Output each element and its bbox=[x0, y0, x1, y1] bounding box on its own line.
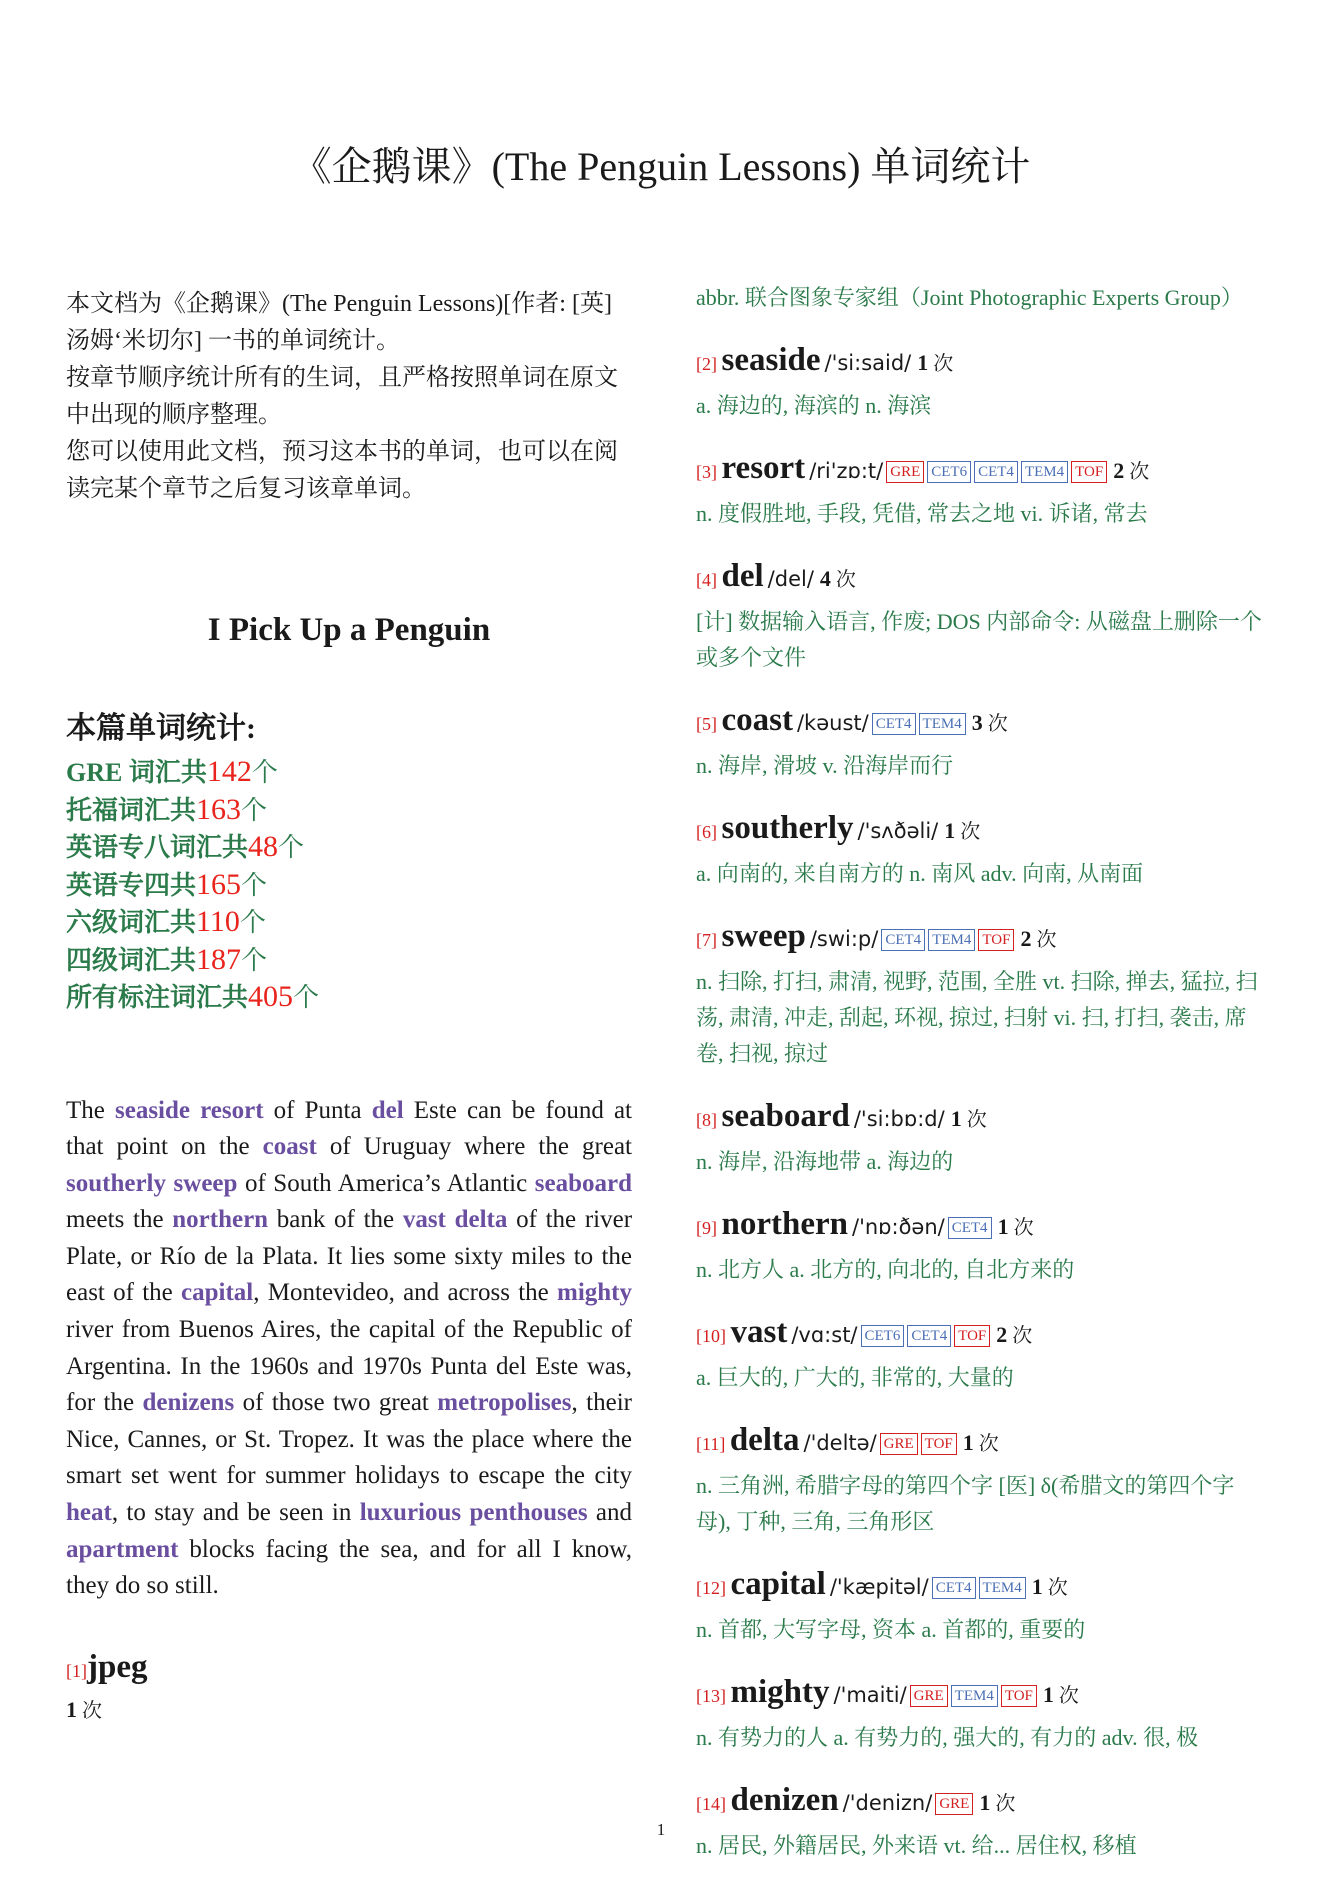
entry-header bbox=[696, 1094, 1264, 1144]
exam-tag: TOF bbox=[1071, 461, 1107, 483]
highlighted-word: seaside bbox=[115, 1096, 190, 1124]
entry-count bbox=[1042, 1682, 1079, 1707]
entry-rank: [12] bbox=[696, 1578, 731, 1598]
word-entry bbox=[696, 914, 1264, 1072]
entry-word: mighty bbox=[730, 1674, 830, 1710]
entry-phonetic: /'nɒ:ðən/ bbox=[852, 1215, 945, 1239]
intro-line-2: 按章节顺序统计所有的生词，且严格按照单词在原文中出现的顺序整理。 bbox=[66, 365, 618, 428]
entry-count-unit: 次 bbox=[978, 1433, 999, 1455]
entry-count-unit: 次 bbox=[960, 821, 981, 843]
entry-rank: [13] bbox=[696, 1686, 731, 1706]
entry-definition: n. 度假胜地, 手段, 凭借, 常去之地 vi. 诉诸, 常去 bbox=[696, 501, 1148, 526]
word-entry bbox=[696, 554, 1264, 676]
stat-label: GRE 词汇共 bbox=[66, 758, 207, 787]
entry-definition: n. 居民, 外籍居民, 外来语 vt. 给... 居住权, 移植 bbox=[696, 1833, 1137, 1858]
exam-tag: GRE bbox=[910, 1685, 948, 1707]
exam-tag: CET4 bbox=[881, 929, 925, 951]
intro-line-1: 本文档为《企鹅课》(The Penguin Lessons)[作者: [英] 汤姆‘米切尔] 一书的单词统计。 bbox=[66, 291, 612, 354]
highlighted-word: northern bbox=[172, 1206, 269, 1234]
highlighted-word: capital bbox=[181, 1279, 254, 1307]
stat-unit: 个 bbox=[251, 758, 278, 787]
entry-count-unit: 次 bbox=[1047, 1577, 1068, 1599]
word-entry-jpeg bbox=[66, 1645, 632, 1726]
stat-label: 托福词汇共 bbox=[66, 795, 197, 825]
word-entry bbox=[696, 446, 1264, 532]
stat-count: 142 bbox=[206, 755, 252, 788]
entry-definition: n. 三角洲, 希腊字母的第四个字 [医] δ(希腊文的第四个字母), 丁种, 三角, 三角形区 bbox=[696, 1473, 1235, 1534]
entry-header bbox=[696, 698, 1264, 748]
highlighted-word: coast bbox=[262, 1133, 317, 1161]
exam-tag: TEM4 bbox=[979, 1577, 1026, 1599]
highlighted-word: sweep bbox=[173, 1169, 238, 1197]
entry-count-value: 1 bbox=[950, 1106, 962, 1131]
stat-label: 六级词汇共 bbox=[66, 908, 197, 937]
exam-tag: TEM4 bbox=[951, 1685, 998, 1707]
entry-definition: n. 有势力的人 a. 有势力的, 强大的, 有力的 adv. 很, 极 bbox=[696, 1725, 1199, 1750]
exam-tag: TOF bbox=[954, 1325, 990, 1347]
stat-unit: 个 bbox=[241, 795, 268, 825]
entry-phonetic: /'maiti/ bbox=[833, 1683, 907, 1707]
exam-tag: GRE bbox=[935, 1793, 973, 1815]
entry-phonetic: /kəust/ bbox=[796, 711, 869, 735]
stat-count: 165 bbox=[196, 867, 242, 901]
entry-count-unit: 次 bbox=[1013, 1217, 1034, 1239]
stats-heading: 本篇单词统计: bbox=[66, 712, 256, 745]
entry-definition: a. 向南的, 来自南方的 n. 南风 adv. 向南, 从南面 bbox=[696, 861, 1144, 886]
entry-count bbox=[1113, 458, 1150, 483]
entry-rank: [8] bbox=[696, 1110, 722, 1130]
exam-tag: CET4 bbox=[948, 1217, 992, 1239]
entry-count-value: 1 bbox=[944, 818, 956, 843]
word-entry bbox=[696, 1310, 1264, 1396]
jpeg-definition: abbr. 联合图象专家组（Joint Photographic Experts Group） bbox=[696, 285, 1243, 310]
entry-phonetic: /ri'zɒ:t/ bbox=[809, 459, 884, 483]
entry-rank: [6] bbox=[696, 822, 722, 842]
entry-count bbox=[979, 1790, 1016, 1815]
intro bbox=[66, 286, 632, 508]
passage: The seaside resort of Punta del Este can be found at that point on the coast of Uruguay where the great southerly sweep of South America’s Atlantic seaboard meets the northern bank of the vast delta of the river Plate, or Río de la Plata. It lies some sixty miles to the east of the capital, Montevideo, and across the mighty river from Buenos Aires, the capital of the Republic of Argentina. In the 1960s and 1970s Punta del Este was, for the denizens of those two great metropolises, their Nice, Cannes, or St. Tropez. It was the place where the smart set went for summer holidays to escape the city heat, to stay and be seen in luxurious penthouses and apartment blocks facing the sea, and for all I know, they do so still. bbox=[66, 1096, 633, 1600]
word-entry bbox=[696, 806, 1264, 892]
entry-count-value: 2 bbox=[996, 1322, 1008, 1347]
stat-count: 405 bbox=[248, 980, 294, 1013]
entry-word: seaside bbox=[721, 342, 821, 378]
exam-tag: GRE bbox=[880, 1433, 918, 1455]
highlighted-word: del bbox=[371, 1096, 404, 1124]
entry-count-unit: 次 bbox=[835, 569, 856, 591]
entry-word: delta bbox=[729, 1422, 800, 1458]
entry-word: northern bbox=[721, 1206, 848, 1242]
entry-phonetic: /'deltə/ bbox=[803, 1431, 877, 1455]
stat-label: 英语专四共 bbox=[66, 870, 197, 900]
entry-count-unit: 次 bbox=[966, 1109, 987, 1131]
highlighted-word: apartment bbox=[66, 1535, 179, 1563]
highlighted-word: denizens bbox=[142, 1389, 235, 1417]
entry-count-value: 1 bbox=[979, 1790, 991, 1815]
exam-tag: TEM4 bbox=[928, 929, 975, 951]
stat-row bbox=[66, 867, 632, 905]
highlighted-word: penthouses bbox=[469, 1499, 588, 1527]
stat-count: 187 bbox=[196, 942, 242, 976]
stat-unit: 个 bbox=[293, 983, 320, 1012]
stat-row bbox=[66, 829, 632, 867]
stats-list bbox=[66, 754, 632, 1017]
entry-rank: [10] bbox=[696, 1326, 731, 1346]
exam-tag: CET4 bbox=[974, 461, 1018, 483]
entry-header bbox=[66, 1645, 632, 1695]
entry-rank: [1] bbox=[66, 1660, 87, 1681]
entry-definition: n. 海岸, 滑坡 v. 沿海岸而行 bbox=[696, 753, 954, 778]
entry-count-unit: 次 bbox=[933, 353, 954, 375]
entry-count bbox=[66, 1695, 632, 1726]
stat-count: 110 bbox=[196, 905, 240, 938]
intro-line-3: 您可以使用此文档，预习这本书的单词，也可以在阅读完某个章节之后复习该章单词。 bbox=[66, 439, 618, 502]
entry-count bbox=[917, 350, 954, 375]
entry-count-value: 1 bbox=[917, 350, 929, 375]
entry-header bbox=[696, 1310, 1264, 1360]
entry-definition: n. 首都, 大写字母, 资本 a. 首都的, 重要的 bbox=[696, 1617, 1086, 1642]
exam-tag: TOF bbox=[978, 929, 1014, 951]
highlighted-word: vast bbox=[402, 1206, 446, 1234]
exam-tag: TEM4 bbox=[1021, 461, 1068, 483]
entries-list bbox=[696, 338, 1264, 1864]
entry-header bbox=[696, 1562, 1264, 1612]
entry-rank: [2] bbox=[696, 354, 722, 374]
entry-definition: a. 巨大的, 广大的, 非常的, 大量的 bbox=[696, 1365, 1014, 1390]
stat-count: 48 bbox=[248, 830, 279, 863]
word-entry bbox=[696, 1094, 1264, 1180]
stat-row bbox=[66, 979, 632, 1017]
exam-tag: TOF bbox=[921, 1433, 957, 1455]
exam-tag: CET6 bbox=[861, 1325, 905, 1347]
entry-rank: [9] bbox=[696, 1218, 722, 1238]
entry-definition: a. 海边的, 海滨的 n. 海滨 bbox=[696, 393, 932, 418]
entry-word: denizen bbox=[730, 1782, 839, 1818]
entry-header bbox=[696, 446, 1264, 496]
entry-word: vast bbox=[730, 1314, 788, 1350]
stat-row bbox=[66, 942, 632, 980]
entry-count bbox=[944, 818, 981, 843]
entry-count-value: 4 bbox=[819, 566, 831, 591]
exam-tag: CET4 bbox=[872, 713, 916, 735]
entry-count bbox=[962, 1430, 999, 1455]
stat-row bbox=[66, 792, 632, 830]
entry-count bbox=[971, 710, 1008, 735]
entry-count bbox=[996, 1322, 1033, 1347]
entry-count-value: 1 bbox=[66, 1696, 77, 1722]
chapter-title: I Pick Up a Penguin bbox=[207, 612, 491, 648]
entry-count-unit: 次 bbox=[82, 1699, 102, 1722]
entry-word: resort bbox=[721, 450, 806, 486]
entry-definition: n. 扫除, 打扫, 肃清, 视野, 范围, 全胜 vt. 扫除, 掸去, 猛拉, 扫荡, 肃清, 冲走, 刮起, 环视, 掠过, 扫射 vi. 扫, 打扫, 袭击, 席卷, 扫视, 掠过 bbox=[696, 969, 1258, 1066]
entry-header bbox=[696, 914, 1264, 964]
entry-count-value: 1 bbox=[1031, 1574, 1043, 1599]
entry-header bbox=[696, 806, 1264, 856]
entry-word: coast bbox=[721, 702, 793, 738]
entry-header bbox=[696, 1670, 1264, 1720]
entry-count-value: 2 bbox=[1020, 926, 1032, 951]
entry-count bbox=[997, 1214, 1034, 1239]
exam-tag: CET6 bbox=[927, 461, 971, 483]
stat-row bbox=[66, 754, 632, 792]
entry-count bbox=[1031, 1574, 1068, 1599]
entry-header bbox=[696, 1418, 1264, 1468]
entry-definition: n. 北方人 a. 北方的, 向北的, 自北方来的 bbox=[696, 1257, 1075, 1282]
exam-tag: CET4 bbox=[907, 1325, 951, 1347]
entry-count-value: 1 bbox=[1042, 1682, 1054, 1707]
entry-word: southerly bbox=[721, 810, 854, 846]
word-entry bbox=[696, 1562, 1264, 1648]
highlighted-word: seaboard bbox=[534, 1169, 632, 1197]
entry-phonetic: /'si:bɒ:d/ bbox=[853, 1107, 945, 1131]
entry-count-unit: 次 bbox=[987, 713, 1008, 735]
entry-phonetic: /'denizn/ bbox=[842, 1791, 933, 1815]
word-entry bbox=[696, 1670, 1264, 1756]
entry-header bbox=[696, 554, 1264, 604]
entry-definition: [计] 数据输入语言, 作废; DOS 内部命令: 从磁盘上删除一个或多个文件 bbox=[696, 609, 1262, 670]
entry-count bbox=[819, 566, 856, 591]
entry-header bbox=[696, 338, 1264, 388]
entry-word: sweep bbox=[721, 918, 806, 954]
entry-count-unit: 次 bbox=[1058, 1685, 1079, 1707]
entry-count bbox=[950, 1106, 987, 1131]
entry-count-value: 1 bbox=[997, 1214, 1009, 1239]
entry-word: capital bbox=[730, 1566, 826, 1602]
word-entry bbox=[696, 338, 1264, 424]
entry-rank: [3] bbox=[696, 462, 722, 482]
word-entry bbox=[696, 1418, 1264, 1540]
exam-tag: GRE bbox=[886, 461, 924, 483]
entry-phonetic: /'si:said/ bbox=[824, 351, 912, 375]
document-title: 《企鹅课》(The Penguin Lessons) 单词统计 bbox=[291, 144, 1031, 189]
page-number: 1 bbox=[656, 1820, 666, 1839]
highlighted-word: mighty bbox=[557, 1279, 632, 1307]
entry-count-unit: 次 bbox=[1129, 461, 1150, 483]
entry-count bbox=[1020, 926, 1057, 951]
highlighted-word: delta bbox=[454, 1206, 508, 1234]
stat-label: 四级词汇共 bbox=[66, 945, 197, 975]
stat-unit: 个 bbox=[241, 945, 268, 975]
entry-definition: n. 海岸, 沿海地带 a. 海边的 bbox=[696, 1149, 954, 1174]
entry-rank: [14] bbox=[696, 1794, 731, 1814]
word-entry bbox=[696, 698, 1264, 784]
highlighted-word: southerly bbox=[66, 1169, 166, 1197]
entry-count-unit: 次 bbox=[1012, 1325, 1033, 1347]
right-column bbox=[696, 286, 1264, 1886]
entry-count-value: 3 bbox=[971, 710, 983, 735]
exam-tag: CET4 bbox=[932, 1577, 976, 1599]
highlighted-word: heat bbox=[66, 1499, 112, 1527]
stat-row bbox=[66, 904, 632, 942]
stat-label: 英语专八词汇共 bbox=[66, 833, 249, 862]
entry-rank: [5] bbox=[696, 714, 722, 734]
exam-tag: TEM4 bbox=[919, 713, 966, 735]
entry-count-unit: 次 bbox=[1036, 929, 1057, 951]
entry-count-unit: 次 bbox=[995, 1793, 1016, 1815]
entry-phonetic: /del/ bbox=[767, 567, 814, 591]
entry-rank: [4] bbox=[696, 570, 722, 590]
highlighted-word: resort bbox=[200, 1096, 264, 1124]
word-entry bbox=[696, 1202, 1264, 1288]
entry-phonetic: /vɑ:st/ bbox=[791, 1323, 858, 1347]
stat-label: 所有标注词汇共 bbox=[66, 983, 249, 1012]
stat-unit: 个 bbox=[239, 908, 266, 937]
exam-tag: TOF bbox=[1001, 1685, 1037, 1707]
entry-phonetic: /'kæpitəl/ bbox=[829, 1575, 929, 1599]
highlighted-word: metropolises bbox=[437, 1389, 572, 1417]
entry-count-value: 2 bbox=[1113, 458, 1125, 483]
stat-unit: 个 bbox=[278, 833, 305, 862]
highlighted-word: luxurious bbox=[359, 1499, 462, 1527]
entry-phonetic: /swi:p/ bbox=[809, 927, 879, 951]
entry-count-value: 1 bbox=[962, 1430, 974, 1455]
left-column bbox=[66, 286, 632, 1726]
entry-header bbox=[696, 1202, 1264, 1252]
stat-count: 163 bbox=[196, 792, 242, 826]
entry-word: jpeg bbox=[87, 1648, 148, 1685]
stat-unit: 个 bbox=[241, 870, 268, 900]
entry-phonetic: /'sʌðəli/ bbox=[857, 819, 939, 843]
entry-rank: [7] bbox=[696, 930, 722, 950]
entry-rank: [11] bbox=[696, 1434, 730, 1454]
entry-word: seaboard bbox=[721, 1098, 850, 1134]
entry-word: del bbox=[721, 558, 764, 594]
